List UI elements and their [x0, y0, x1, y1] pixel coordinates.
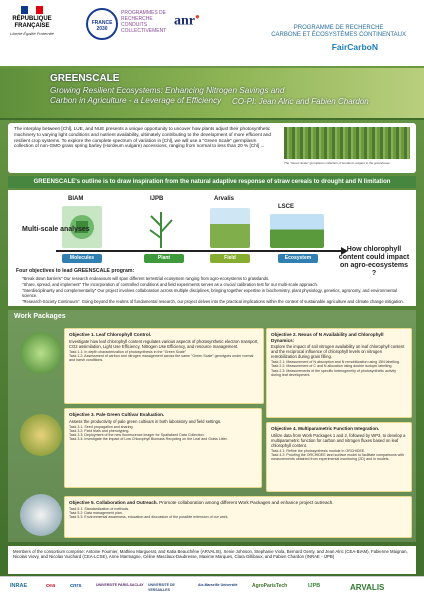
objective-5-card [64, 496, 412, 538]
ijpb-logo: IJPB [308, 583, 321, 589]
intro-text: The interplay between [Chl], LUE, and NUE presents a unique opportunity to uncover how plants adjust their photosynthetic machinery to varying light conditions and nutrient availability, ultimately contributing to the development of more efficient and resilient crop systems. To explore the complete spectrum of variation in [Chl], we will use a "Green Scale" germplasm collection of non-GMO grass spring barley (Hordeum vulgare) accessions, ranging from normal to less than 20 % [Chl] ... [14, 126, 271, 149]
work-packages-title: Work Packages [14, 313, 66, 320]
objectives-title: Four objectives to lead GREENSCALE program: [16, 268, 135, 274]
objective-3-desc: Assess the productivity of pale green cultivars in both laboratory and field settings. [69, 418, 222, 424]
objective-4-desc: Utilize data from Work Packages 1 and 2, followed by WP3, to develop a multiparametric function for carbon and nitrogen fluxes based on leaf chlorophyll content. [271, 432, 406, 448]
objective-item: "Break down barriers" Our research endeavours will span different terrestrial ecosystem ranging from agro-ecosystems to grasslands. [22, 276, 270, 281]
cnrs-logo: cnrs [70, 583, 82, 589]
lab-arvalis: Arvalis [214, 196, 235, 202]
task-item: Task 3.1: Seed propagation and sharing. [69, 424, 134, 429]
multi-scale-label: Multi-scale analyses [22, 226, 90, 233]
objectives-list [22, 276, 408, 305]
task-item: Task 4.2: Proofing the ORCHIDEE land surface model to facilitate comparisons with measurements obtained from experimental monitoring (2D) and in models. [271, 452, 405, 462]
objective-item: "Share, spread, and implement" The incorporation of controlled conditions and field experiments serves as a crucial calibration test for our multi-scale approach. [22, 282, 318, 287]
research-question: How chlorophyll content could impact on agro-ecosystems ? [338, 246, 410, 277]
project-banner [0, 68, 424, 120]
task-item: Task 3.3: Deployment of the new fluorescence imager for Spatialized Data Collection. [69, 433, 205, 438]
leaf-image [20, 332, 62, 374]
plant-icon [146, 206, 176, 248]
greenhouse-photo [284, 127, 410, 159]
task-item: Task 4.1: Refine the photosynthesis module in ORCHIDEE. [271, 448, 366, 453]
objective-item: "Research-Society Continuum". Going beyond the realms of fundamental research, our project delves into the practical implications within the context of sustainable agriculture and climate change mitigation. [22, 299, 404, 304]
amu-logo: Aix-Marseille Université [198, 583, 238, 587]
task-item: Task 3.2: Field trials and phenotyping. [69, 428, 130, 433]
intro-section [8, 123, 416, 173]
objective-4-card [266, 422, 412, 492]
anr-logo: anr● [174, 12, 200, 29]
lab-ijpb: IJPB [150, 196, 164, 202]
outline-bar: GREENSCALE's outline is to draw inspiration from the natural adaptive response of straw cereals to drought and N limitation [8, 176, 416, 188]
objective-2-title: Objective 2. Nexus of N Availability and Chlorophyll Dynamics: [271, 332, 384, 343]
scale-field: Field [210, 254, 250, 263]
objective-5-desc: Promote collaboration among different Work Packages and enhance project outreach. [159, 500, 334, 505]
programme-title: PROGRAMME DE RECHERCHE CARBONE ET ÉCOSYSTÈMES CONTINENTAUX [271, 25, 406, 38]
versailles-logo: UNIVERSITÉ DE VERSAILLES [148, 583, 175, 592]
field-trial-image [20, 414, 62, 456]
task-item: Task 5.3: Environmental awareness, education and discussion of the possible extension of our work. [69, 515, 229, 520]
inrae-logo: INRAE [10, 583, 28, 589]
objective-3-title: Objective 3. Pale Green Cultivar Evaluation. [69, 412, 165, 417]
faircarbon-label: FairCarboN [331, 42, 378, 52]
objective-1-title: Objective 1. Leaf Chlorophyll Control. [69, 332, 152, 337]
objective-2-desc: Explore the impact of soil nitrogen availability on leaf chlorophyll content and the reciprocal influence of chlorophyll levels on nitrogen remobilization during grain filling. [271, 344, 405, 359]
scale-plant: Plant [144, 254, 184, 263]
pepr-label: PROGRAMMES DE RECHERCHE CONDUITS COLLECTIVEMENT [121, 10, 167, 34]
arvalis-logo: ARVALIS [350, 583, 385, 592]
objective-item: "Interdisciplinarity and complementarity" Our project involves collaboration across multiple disciplines, bringing together expertise in biochemistry, plant physiology, genetics, agronomy, and environmental science. [22, 288, 397, 298]
objective-4-title: Objective 4. Multiparametric Function Integration. [271, 426, 380, 431]
objective-2-card [266, 328, 412, 418]
project-name: GREENSCALE [50, 73, 120, 84]
objective-5-heading [69, 500, 407, 506]
task-item: Task 2.2: Measurement of C and N allocation using double isotopic labelling. [271, 364, 393, 369]
members-section: Members of the consortium comprise: Antoine Fournier, Mathieu Marguerat, and Katia Beauchêne (ARVALIS), Xenie Johnson, Stephanie Viola, Bernard Genty, and Jean Alric (CEA-BIAM), Fabienne Maignan, Nicolas Viovy, and Nicolas Vuichard (CEA-LCSE), Anne Marmagne, Céline Masclaux-Daubresse, Maxime Marques, Clara Gillibaux, and Fabien Chardon (INRAE - IJPB) [8, 546, 416, 574]
task-item: Task 2.3: Measurements of the specific heterogeneity of photosynthetic activity during leaf development. [271, 368, 397, 377]
plant-illustration [146, 206, 176, 248]
scale-arrow [56, 250, 346, 252]
lab-biam: BIAM [68, 196, 84, 202]
paris-saclay-logo: UNIVERSITÉ PARIS-SACLAY [96, 583, 144, 587]
scale-molecules: Molecules [62, 254, 102, 263]
task-item: Task 3.4: Investigate the impact of Low Chlorophyll Biomass Recycling on the Leaf and Grass Litter. [69, 437, 228, 442]
objective-3-card [64, 408, 262, 488]
cea-logo: cea [46, 583, 56, 589]
copi-line: CO-PI: Jean Alric and Fabien Chardon [232, 97, 369, 106]
partner-logos [0, 576, 424, 600]
project-subtitle: Growing Resilient Ecosystems: Enhancing Nitrogen Savings and Carbon in Agriculture - a Leverage of Efficiency [50, 86, 285, 105]
schema-section [8, 190, 416, 306]
outreach-image [20, 494, 62, 536]
task-item: Task 5.1: Standardization of methods. [69, 506, 130, 511]
task-item: Task 1.2: Assessment of carbon and nitrogen management across the same "Green Scale" genotypes under normal and harsh conditions. [69, 353, 254, 363]
work-packages-section [8, 310, 416, 542]
objective-1-card [64, 328, 264, 404]
agroparistech-logo: AgroParisTech [252, 583, 288, 589]
france-2030-logo: FRANCE 2030 [86, 8, 118, 40]
ecosystem-illustration [270, 214, 324, 248]
objective-5-title: Objective 5. Collaboration and Outreach. [69, 500, 158, 505]
republique-francaise-logo: RÉPUBLIQUE FRANÇAISE Liberté Égalité Fraternité [10, 6, 54, 58]
objective-1-desc: Investigate how leaf chlorophyll content regulates various aspects of photosynthetic electron transport, CO2 assimilation, Light Use Efficiency, Nitrogen Use Efficiency, and resource management. [69, 338, 259, 349]
photo-caption: The "Green Scale" germplasm collection of Hordeum vulgare in the greenhouse [284, 161, 390, 165]
field-illustration [210, 208, 250, 248]
scale-ecosystem: Ecosystem [278, 254, 318, 263]
logos-bar [0, 0, 424, 66]
lab-lsce: LSCE [278, 204, 295, 210]
task-item: Task 5.2: Data management plan. [69, 510, 123, 515]
task-item: Task 1.1: In depth characterization of photosynthesis in the "Green Scale" [69, 349, 187, 354]
task-item: Task 2.1: Measurement of N absorption and N remobilization using 15N labelling. [271, 360, 400, 364]
